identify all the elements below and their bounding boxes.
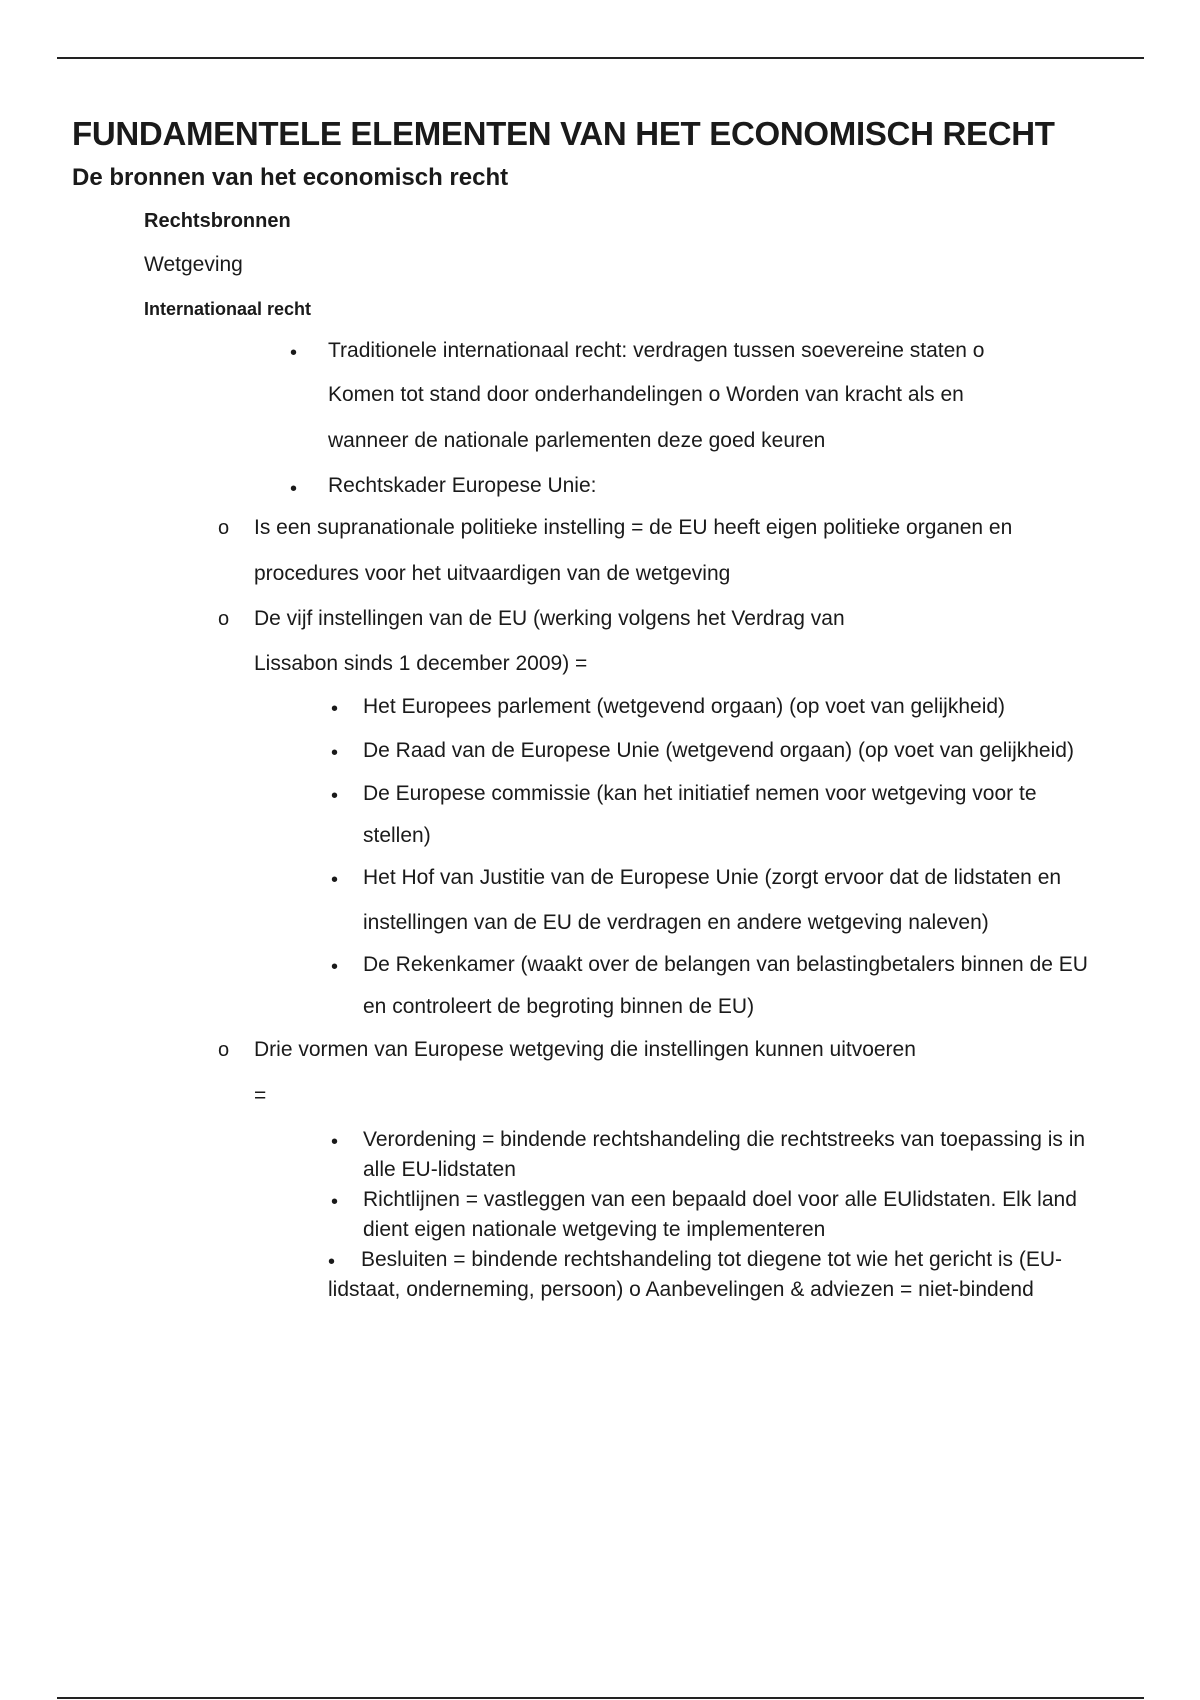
bullet-marker: •: [331, 742, 339, 764]
circle-marker: o: [218, 517, 230, 539]
bullet-marker: •: [331, 869, 339, 891]
list-item: wanneer de nationale parlementen deze goed keuren: [328, 429, 826, 452]
list-item: De Rekenkamer (waakt over de belangen van belastingbetalers binnen de EU: [363, 953, 1088, 976]
list-item: dient eigen nationale wetgeving te implementeren: [363, 1218, 826, 1241]
list-item: alle EU-lidstaten: [363, 1158, 516, 1181]
bullet-marker: •: [331, 956, 339, 978]
list-item: Traditionele internationaal recht: verdragen tussen soevereine staten o: [328, 339, 985, 362]
list-item: Rechtskader Europese Unie:: [328, 474, 597, 497]
list-item: De vijf instellingen van de EU (werking volgens het Verdrag van: [254, 607, 845, 630]
list-item: =: [254, 1084, 267, 1107]
section-heading: Rechtsbronnen: [144, 210, 291, 232]
subsection-heading: Wetgeving: [144, 253, 243, 276]
list-item: Drie vormen van Europese wetgeving die instellingen kunnen uitvoeren: [254, 1038, 916, 1061]
topic-heading: Internationaal recht: [144, 299, 312, 319]
bullet-marker: •: [290, 478, 298, 500]
list-item: Besluiten = bindende rechtshandeling tot diegene tot wie het gericht is (EU-: [361, 1248, 1063, 1271]
circle-marker: o: [218, 608, 230, 630]
list-item: procedures voor het uitvaardigen van de wetgeving: [254, 562, 731, 585]
list-item: Is een supranationale politieke instelling = de EU heeft eigen politieke organen en: [254, 516, 1013, 539]
list-item: Komen tot stand door onderhandelingen o Worden van kracht als en: [328, 383, 964, 406]
bullet-marker: •: [331, 1191, 339, 1213]
list-item: Lissabon sinds 1 december 2009) =: [254, 652, 588, 675]
list-item: en controleert de begroting binnen de EU): [363, 995, 755, 1018]
document-title: FUNDAMENTELE ELEMENTEN VAN HET ECONOMISCH RECHT: [72, 115, 1055, 152]
list-item: De Raad van de Europese Unie (wetgevend orgaan) (op voet van gelijkheid): [363, 739, 1074, 762]
bullet-marker: •: [290, 342, 298, 364]
top-rule: [57, 57, 1144, 59]
list-item: Verordening = bindende rechtshandeling die rechtstreeks van toepassing is in: [363, 1128, 1086, 1151]
bullet-marker: •: [331, 785, 339, 807]
bullet-marker: •: [331, 1131, 339, 1153]
circle-marker: o: [218, 1039, 230, 1061]
bullet-marker: •: [331, 698, 339, 720]
list-item: stellen): [363, 824, 431, 847]
list-item: instellingen van de EU de verdragen en andere wetgeving naleven): [363, 911, 989, 934]
bottom-rule: [57, 1697, 1144, 1699]
bullet-marker: •: [328, 1251, 336, 1273]
document-subtitle: De bronnen van het economisch recht: [72, 164, 509, 191]
list-item: lidstaat, onderneming, persoon) o Aanbevelingen & adviezen = niet-bindend: [328, 1278, 1034, 1301]
list-item: Het Europees parlement (wetgevend orgaan) (op voet van gelijkheid): [363, 695, 1006, 718]
list-item: Het Hof van Justitie van de Europese Unie (zorgt ervoor dat de lidstaten en: [363, 866, 1062, 889]
list-item: De Europese commissie (kan het initiatief nemen voor wetgeving voor te: [363, 782, 1037, 805]
list-item: Richtlijnen = vastleggen van een bepaald doel voor alle EUlidstaten. Elk land: [363, 1188, 1077, 1211]
